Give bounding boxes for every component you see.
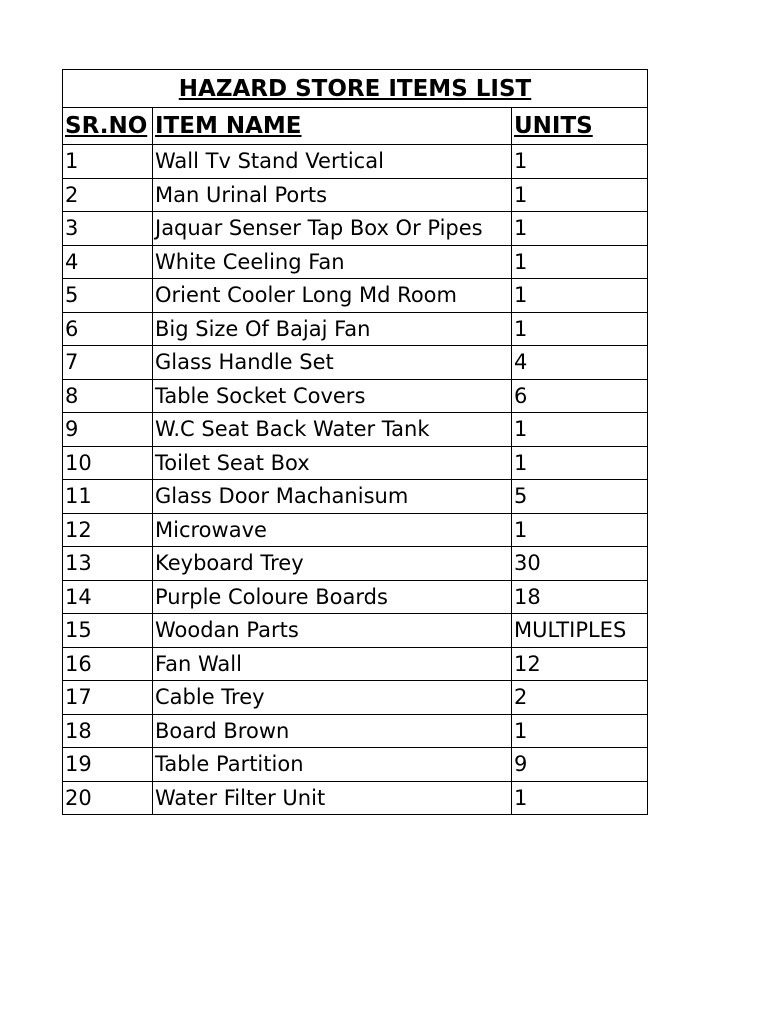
cell-item-name: Purple Coloure Boards [153, 580, 512, 614]
cell-sr-no: 2 [63, 178, 153, 212]
cell-item-name: Man Urinal Ports [153, 178, 512, 212]
cell-sr-no: 13 [63, 547, 153, 581]
cell-units: 1 [512, 413, 648, 447]
cell-sr-no: 16 [63, 647, 153, 681]
cell-item-name: Table Partition [153, 748, 512, 782]
table-row [63, 245, 648, 279]
cell-units: 1 [512, 446, 648, 480]
table-row [63, 212, 648, 246]
cell-units: 5 [512, 480, 648, 514]
cell-sr-no: 11 [63, 480, 153, 514]
cell-sr-no: 7 [63, 346, 153, 380]
table-row [63, 379, 648, 413]
cell-item-name: Orient Cooler Long Md Room [153, 279, 512, 313]
cell-sr-no: 20 [63, 781, 153, 815]
cell-sr-no: 10 [63, 446, 153, 480]
cell-units: 1 [512, 212, 648, 246]
cell-item-name: Board Brown [153, 714, 512, 748]
cell-sr-no: 17 [63, 681, 153, 715]
table-row [63, 580, 648, 614]
cell-sr-no: 12 [63, 513, 153, 547]
cell-units: 2 [512, 681, 648, 715]
cell-item-name: Water Filter Unit [153, 781, 512, 815]
cell-units: 1 [512, 513, 648, 547]
cell-units: 12 [512, 647, 648, 681]
cell-item-name: W.C Seat Back Water Tank [153, 413, 512, 447]
header-sr-no: SR.NO [63, 108, 153, 145]
cell-sr-no: 4 [63, 245, 153, 279]
table-row [63, 346, 648, 380]
table-row [63, 681, 648, 715]
cell-item-name: Wall Tv Stand Vertical [153, 145, 512, 179]
cell-item-name: Glass Handle Set [153, 346, 512, 380]
items-table [62, 69, 648, 815]
cell-units: MULTIPLES [512, 614, 648, 648]
cell-item-name: Jaquar Senser Tap Box Or Pipes [153, 212, 512, 246]
header-units: UNITS [512, 108, 648, 145]
title-row [63, 70, 648, 108]
cell-units: 1 [512, 312, 648, 346]
table-row [63, 178, 648, 212]
cell-units: 6 [512, 379, 648, 413]
cell-item-name: Microwave [153, 513, 512, 547]
table-row [63, 446, 648, 480]
cell-item-name: Glass Door Machanisum [153, 480, 512, 514]
cell-sr-no: 19 [63, 748, 153, 782]
cell-sr-no: 6 [63, 312, 153, 346]
sheet-title: HAZARD STORE ITEMS LIST [63, 70, 648, 108]
cell-sr-no: 15 [63, 614, 153, 648]
cell-units: 1 [512, 781, 648, 815]
table-row [63, 312, 648, 346]
table-row [63, 547, 648, 581]
cell-units: 18 [512, 580, 648, 614]
cell-item-name: Cable Trey [153, 681, 512, 715]
cell-sr-no: 8 [63, 379, 153, 413]
cell-item-name: White Ceeling Fan [153, 245, 512, 279]
cell-item-name: Fan Wall [153, 647, 512, 681]
cell-item-name: Table Socket Covers [153, 379, 512, 413]
cell-units: 1 [512, 145, 648, 179]
table-row [63, 513, 648, 547]
cell-sr-no: 9 [63, 413, 153, 447]
cell-units: 1 [512, 714, 648, 748]
cell-sr-no: 18 [63, 714, 153, 748]
cell-units: 1 [512, 178, 648, 212]
table-row [63, 614, 648, 648]
cell-item-name: Toilet Seat Box [153, 446, 512, 480]
table-row [63, 145, 648, 179]
cell-units: 1 [512, 279, 648, 313]
header-item-name: ITEM NAME [153, 108, 512, 145]
table-row [63, 413, 648, 447]
table-row [63, 781, 648, 815]
cell-units: 9 [512, 748, 648, 782]
cell-sr-no: 3 [63, 212, 153, 246]
cell-item-name: Keyboard Trey [153, 547, 512, 581]
table-row [63, 748, 648, 782]
cell-sr-no: 14 [63, 580, 153, 614]
table-row [63, 714, 648, 748]
header-row [63, 108, 648, 145]
table-row [63, 279, 648, 313]
cell-units: 30 [512, 547, 648, 581]
table-row [63, 480, 648, 514]
cell-item-name: Big Size Of Bajaj Fan [153, 312, 512, 346]
table-row [63, 647, 648, 681]
cell-units: 4 [512, 346, 648, 380]
cell-item-name: Woodan Parts [153, 614, 512, 648]
cell-units: 1 [512, 245, 648, 279]
cell-sr-no: 1 [63, 145, 153, 179]
cell-sr-no: 5 [63, 279, 153, 313]
